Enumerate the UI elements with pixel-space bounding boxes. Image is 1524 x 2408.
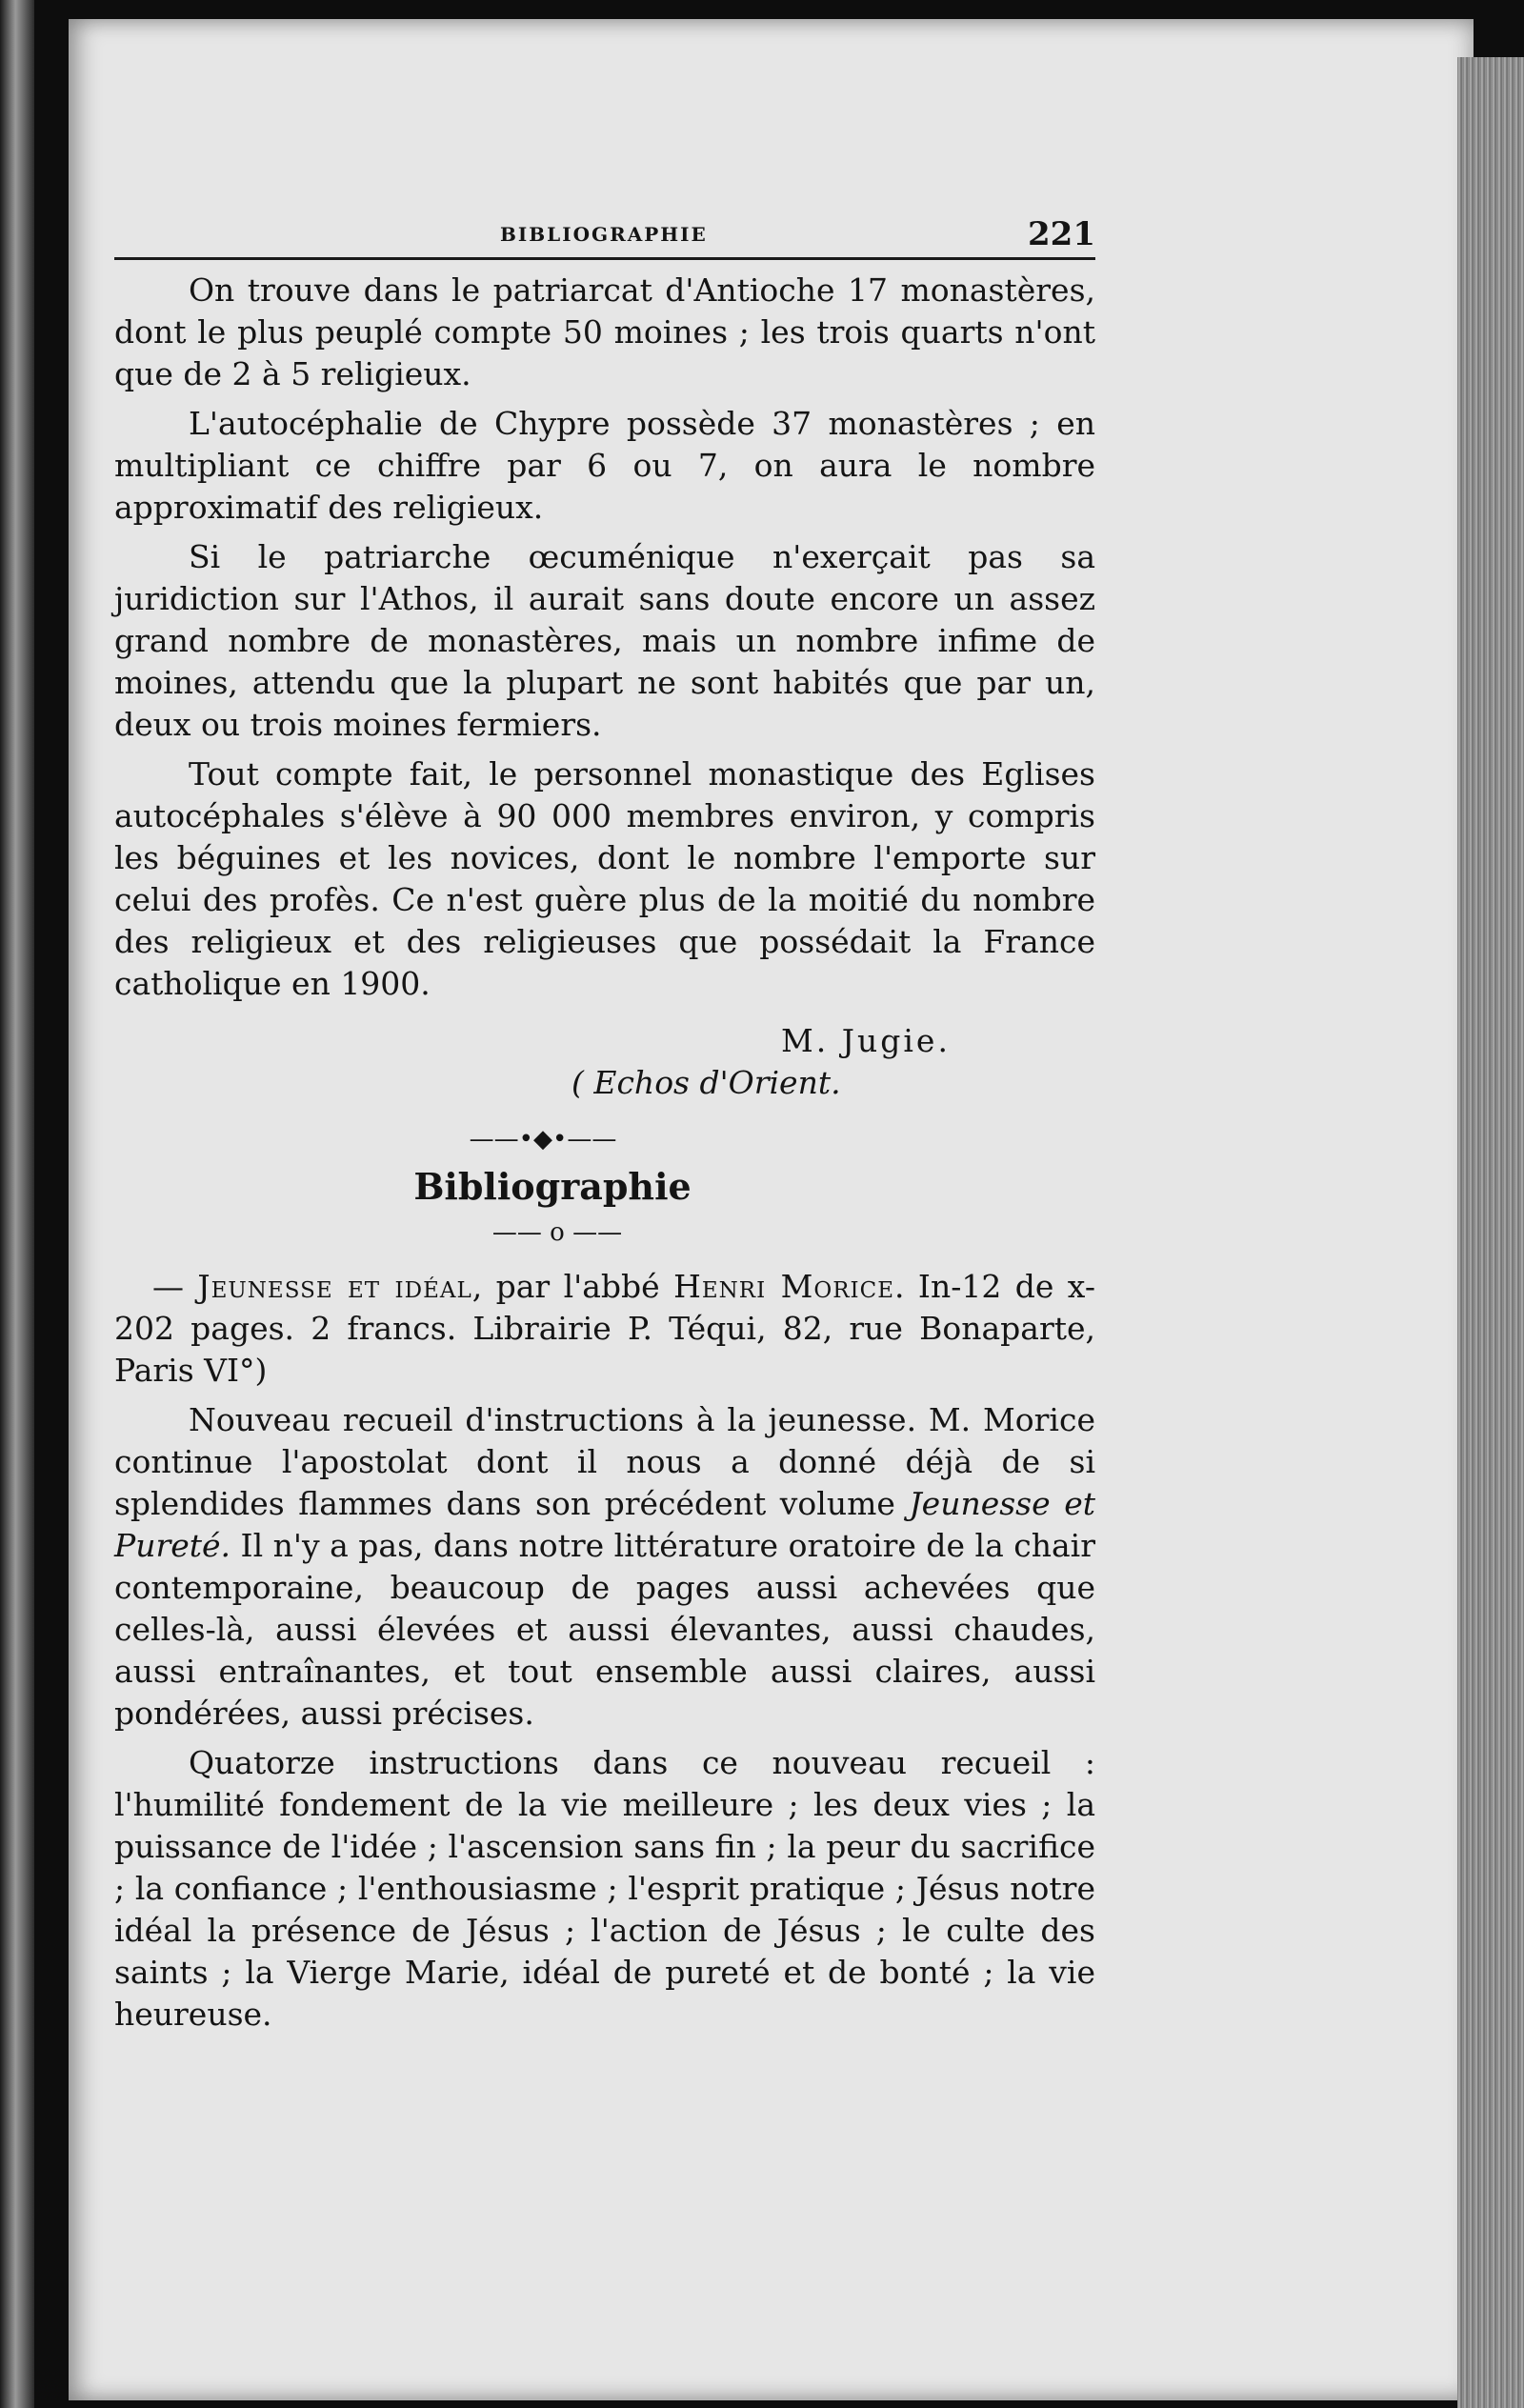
signature-name: M. Jugie. [781, 1022, 951, 1059]
review-paragraph-2: Quatorze instructions dans ce nouveau recueil : l'humilité fondement de la vie meilleure ; les deux vies ; la puissance de l'idée ; l'ascension sans fin ; la peur du sacrifice ; la confiance ; l'enthousiasme ; l'esprit pratique ; Jésus notre idéal la présence de Jésus ; l'action de Jésus ; le culte des saints ; la Vierge Marie, idéal de pureté et de bonté ; la vie heureuse. [114, 1744, 1095, 2033]
review-text-b: Il n'y a pas, dans notre littérature oratoire de la chair contemporaine, beaucoup de pages aussi achevées que celles-là, aussi élevées et aussi élevantes, aussi chaudes, aussi entraînantes, et tout ensemble aussi claires, aussi pondérées, aussi précises. [114, 1527, 1095, 1732]
book-author: Henri Morice [673, 1268, 895, 1305]
section-divider: —— o —— [491, 1218, 623, 1247]
author-signature [114, 1020, 1095, 1062]
previous-page-edge [0, 0, 34, 2408]
section-title: Bibliographie [413, 1165, 692, 1208]
paragraph-total: Tout compte fait, le personnel monastique des Eglises autocéphales s'élève à 90 000 membres environ, y compris les béguines et les novices, dont le nombre l'emporte sur celui des profès. Ce n'est guère plus de la moitié du nombre des religieux et des religieuses que possédait la France catholique en 1900. [114, 755, 1095, 1002]
book-title: Jeunesse et idéal [197, 1268, 472, 1305]
review-text-a: Nouveau recueil d'instructions à la jeunesse. M. Morice continue l'apostolat dont il nous a donné déjà de si splendides flammes dans son précédent volume [114, 1401, 1095, 1522]
page-stack-edge [1457, 57, 1524, 2408]
paragraph-antioch: On trouve dans le patriarcat d'Antioche 17 monastères, dont le plus peuplé compte 50 moines ; les trois quarts n'ont que de 2 à 5 religieux. [114, 271, 1095, 392]
book-prefix: — [152, 1268, 198, 1305]
book-entry [114, 1266, 1095, 1392]
paragraph-athos: Si le patriarche œcuménique n'exerçait pas sa juridiction sur l'Athos, il aurait sans doute encore un assez grand nombre de monastères, mais un nombre infime de moines, attendu que la plupart ne sont habités que par un, deux ou trois moines fermiers. [114, 538, 1095, 743]
review-cited-title: Jeunesse et Pureté. [114, 1485, 1095, 1564]
book-by: , par l'abbé [471, 1268, 674, 1305]
review-paragraph-1 [114, 1399, 1095, 1735]
paragraph-cyprus: L'autocéphalie de Chypre possède 37 monastères ; en multipliant ce chiffre par 6 ou 7, on aura le nombre approximatif des religieux. [114, 405, 1095, 526]
source-citation: ( Echos d'Orient. [572, 1064, 841, 1101]
running-header [114, 191, 1095, 260]
ornament-divider: ——•◆•—— [469, 1125, 617, 1154]
running-title: BIBLIOGRAPHIE [500, 223, 708, 246]
page-number: 221 [1028, 215, 1095, 253]
book-details: . In-12 de x-202 pages. 2 francs. Librairie P. Téqui, 82, rue Bonaparte, Paris VI°) [114, 1268, 1095, 1389]
text-block [114, 191, 1095, 2036]
